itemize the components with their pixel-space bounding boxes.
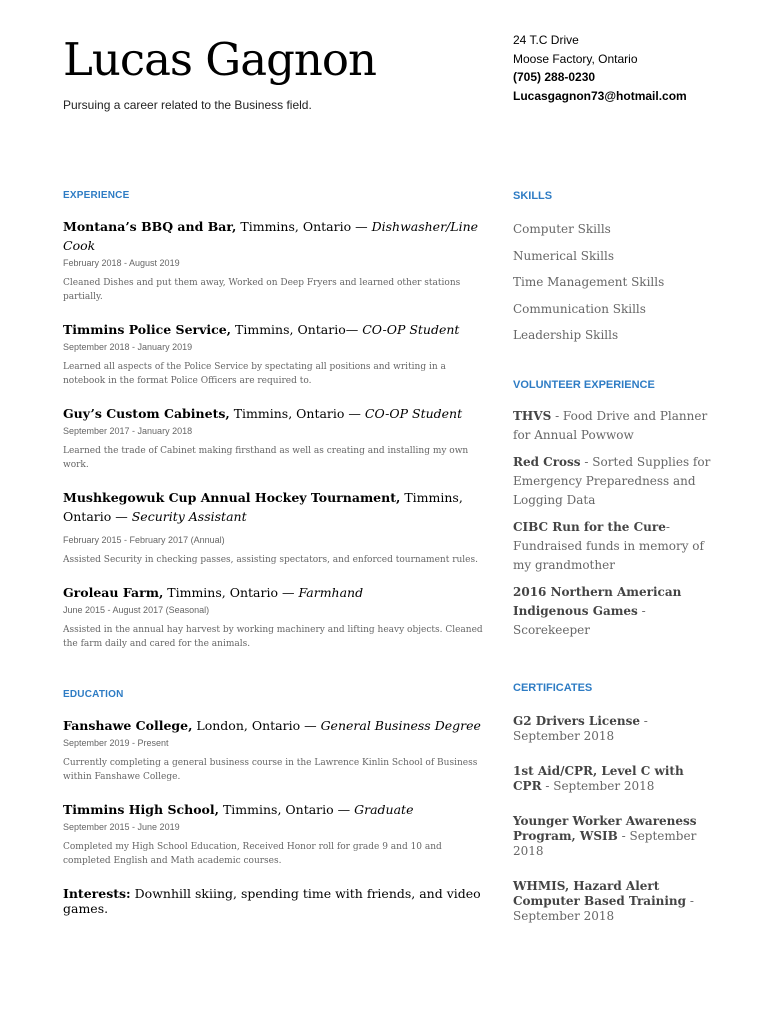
- resume-name: Lucas Gagnon: [63, 33, 376, 86]
- skill-item: Time Management Skills: [513, 275, 665, 289]
- education-entry: [63, 800, 483, 868]
- volunteer-list: [513, 407, 713, 640]
- entry-role: Graduate: [354, 802, 414, 817]
- volunteer-item: [513, 407, 713, 445]
- entry-date: September 2017 - January 2018: [63, 426, 193, 436]
- entry-location: Timmins, Ontario —: [218, 802, 355, 817]
- experience-entry: [63, 583, 483, 651]
- entry-description: Completed my High School Education, Received Honor roll for grade 9 and 10 and completed English and Math academic courses.: [63, 842, 442, 866]
- experience-entry: [63, 320, 483, 388]
- volunteer-org: CIBC Run for the Cure: [513, 519, 666, 534]
- certificate-date: - September 2018: [541, 778, 655, 793]
- entry-location: Timmins, Ontario —: [236, 219, 372, 234]
- entry-role: Security Assistant: [131, 509, 247, 524]
- entry-date: February 2018 - August 2019: [63, 258, 180, 268]
- contact-block: [513, 31, 687, 105]
- skill-item: Numerical Skills: [513, 248, 614, 263]
- resume-tagline: Pursuing a career related to the Business field.: [63, 98, 312, 112]
- certificate-item: [513, 879, 713, 924]
- volunteer-org: 2016 Northern American Indigenous Games: [513, 584, 682, 618]
- volunteer-heading: VOLUNTEER EXPERIENCE: [513, 378, 655, 391]
- entry-date: September 2015 - June 2019: [63, 822, 180, 832]
- entry-role: Farmhand: [298, 585, 364, 600]
- address-line-1: 24 T.C Drive: [513, 33, 579, 47]
- entry-location: London, Ontario —: [192, 718, 321, 733]
- volunteer-detail: - Scorekeeper: [513, 603, 646, 637]
- entry-title: [63, 404, 483, 423]
- entry-role: Dishwasher/Line Cook: [63, 219, 479, 253]
- interests-label: Interests:: [63, 886, 131, 901]
- entry-title: [63, 217, 483, 255]
- volunteer-item: [513, 583, 713, 640]
- volunteer-org: THVS: [513, 408, 552, 423]
- entry-org: Mushkegowuk Cup Annual Hockey Tournament,: [63, 490, 401, 505]
- entry-location: Timmins, Ontario —: [163, 585, 299, 600]
- certificate-date: - September 2018: [513, 713, 648, 743]
- entry-org: Montana’s BBQ and Bar,: [63, 219, 237, 234]
- certificates-heading: CERTIFICATES: [513, 681, 593, 694]
- certificate-date: - September 2018: [513, 893, 694, 923]
- experience-entry: [63, 404, 483, 472]
- certificate-item: [513, 814, 713, 859]
- certificate-name: 1st Aid/CPR, Level C with CPR: [513, 763, 684, 793]
- entry-location: Timmins, Ontario—: [231, 322, 363, 337]
- certificate-name: Younger Worker Awareness Program, WSIB: [513, 813, 697, 843]
- volunteer-item: [513, 453, 713, 510]
- skills-heading: SKILLS: [513, 190, 553, 202]
- entry-date: February 2015 - February 2017 (Annual): [63, 535, 225, 545]
- entry-role: CO-OP Student: [362, 322, 460, 337]
- right-column: [513, 190, 713, 924]
- volunteer-detail: - Sorted Supplies for Emergency Preparedness and Logging Data: [513, 454, 711, 507]
- entry-description: Currently completing a general business course in the Lawrence Kinlin School of Business within Fanshawe College.: [63, 758, 478, 782]
- certificates-list: [513, 714, 713, 924]
- email-address: Lucasgagnon73@hotmail.com: [513, 88, 687, 103]
- interests-text: Downhill skiing, spending time with friends, and video games.: [63, 886, 481, 916]
- certificate-date: - September 2018: [513, 828, 697, 858]
- left-column: [63, 190, 483, 916]
- entry-description: Learned the trade of Cabinet making firsthand as well as creating and installing my own work.: [63, 446, 469, 470]
- certificate-name: G2 Drivers License: [513, 713, 640, 728]
- volunteer-detail: - Food Drive and Planner for Annual Powwow: [513, 408, 708, 442]
- entry-org: Timmins Police Service,: [63, 322, 232, 337]
- entry-date: September 2018 - January 2019: [63, 342, 193, 352]
- volunteer-item: [513, 518, 713, 575]
- volunteer-org: Red Cross: [513, 454, 581, 469]
- experience-entry: [63, 217, 483, 304]
- entry-role: CO-OP Student: [364, 406, 463, 421]
- entry-title: [63, 716, 483, 735]
- entry-date: September 2019 - Present: [63, 738, 169, 748]
- certificate-item: [513, 714, 713, 744]
- address-line-2: Moose Factory, Ontario: [513, 51, 638, 66]
- education-entry: [63, 716, 483, 784]
- entry-org: Guy’s Custom Cabinets,: [63, 406, 230, 421]
- interests-line: [63, 886, 483, 916]
- entry-org: Timmins High School,: [63, 802, 219, 817]
- entry-description: Learned all aspects of the Police Service by spectating all positions and writing in a notebook in the format Police Officers are required to.: [63, 362, 446, 386]
- certificate-item: [513, 764, 713, 794]
- entry-location: Timmins, Ontario —: [63, 490, 463, 524]
- volunteer-detail: - Fundraised funds in memory of my grandmother: [513, 519, 704, 572]
- education-heading: EDUCATION: [63, 689, 124, 700]
- phone-number: (705) 288-0230: [513, 70, 596, 84]
- entry-title: [63, 800, 483, 819]
- experience-heading: EXPERIENCE: [63, 190, 130, 201]
- entry-org: Fanshawe College,: [63, 718, 193, 733]
- entry-description: Cleaned Dishes and put them away, Worked on Deep Fryers and learned other stations partially.: [63, 278, 461, 302]
- skills-list: [513, 216, 713, 349]
- entry-org: Groleau Farm,: [63, 585, 164, 600]
- entry-role: General Business Degree: [320, 718, 481, 733]
- entry-title: [63, 320, 483, 339]
- certificate-name: WHMIS, Hazard Alert Computer Based Training: [513, 878, 687, 908]
- entry-title: [63, 488, 483, 526]
- entry-date: June 2015 - August 2017 (Seasonal): [63, 605, 210, 615]
- entry-title: [63, 583, 483, 602]
- skill-item: Computer Skills: [513, 222, 611, 236]
- entry-description: Assisted in the annual hay harvest by working machinery and lifting heavy objects. Cleaned the farm daily and cared for the animals.: [63, 625, 483, 649]
- skill-item: Leadership Skills: [513, 328, 619, 342]
- experience-entry: [63, 488, 483, 567]
- entry-location: Timmins, Ontario —: [229, 406, 365, 421]
- skill-item: Communication Skills: [513, 301, 646, 316]
- entry-description: Assisted Security in checking passes, assisting spectators, and enforced tournament rules.: [63, 555, 478, 565]
